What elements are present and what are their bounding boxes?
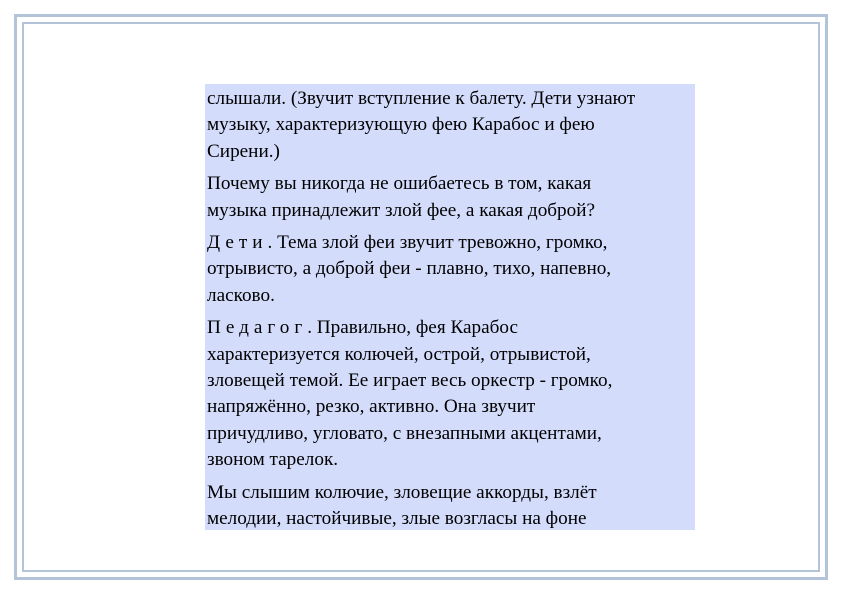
paragraph-2 [207, 171, 693, 224]
text-line: Почему вы никогда не ошибаетесь в том, какая [207, 173, 592, 195]
text-line: характеризуется колючей, острой, отрывистой, [207, 343, 591, 365]
text-line: мелодии, настойчивые, злые возгласы на фоне [207, 508, 587, 530]
paragraph-3 [207, 230, 693, 309]
text-line: Сирени.) [207, 140, 280, 162]
text-block [205, 84, 695, 530]
speaker-label: Дети [207, 232, 268, 254]
paragraph-1 [207, 86, 693, 165]
text-line: зловещей темой. Ее играет весь оркестр - громко, [207, 370, 613, 392]
text-line: музыка принадлежит злой фее, а какая доброй? [207, 199, 596, 221]
text-run: . Тема злой феи звучит тревожно, громко, [267, 232, 608, 254]
paragraph-4 [207, 315, 693, 473]
text-line: отрывисто, а доброй феи - плавно, тихо, напевно, [207, 258, 612, 280]
text-line: звоном тарелок. [207, 449, 339, 471]
text-line: причудливо, угловато, с внезапными акцентами, [207, 422, 602, 444]
text-line: напряжённо, резко, активно. Она звучит [207, 396, 536, 418]
text-line: слышали. (Звучит вступление к балету. Дети узнают [207, 88, 636, 109]
text-line: ласково. [207, 284, 275, 306]
speaker-label: Педагог [207, 317, 308, 339]
text-line [207, 315, 693, 341]
text-line [207, 230, 693, 256]
text-line: музыку, характеризующую фею Карабос и фею [207, 114, 595, 136]
text-line: Мы слышим колючие, зловещие аккорды, взлёт [207, 481, 597, 503]
paragraph-5 [207, 480, 693, 533]
text-run: . Правильно, фея Карабос [307, 317, 518, 339]
